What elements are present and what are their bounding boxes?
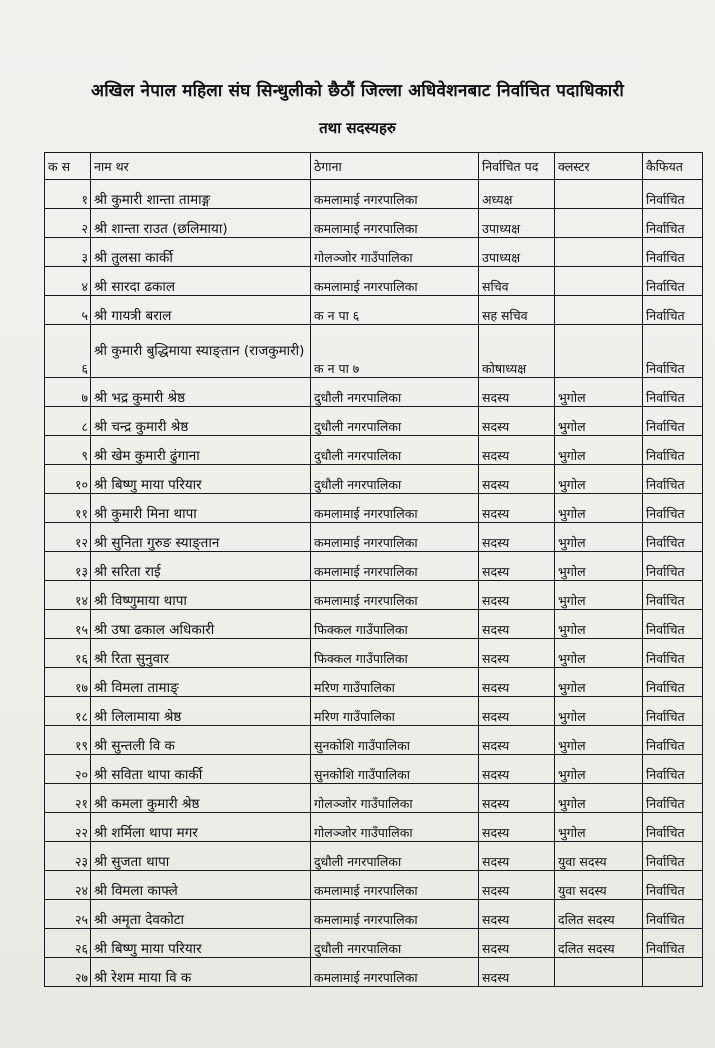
table-row (45, 784, 703, 813)
table-row (45, 325, 703, 378)
post-cell: सदस्य (479, 523, 555, 552)
serial-cell: ७ (45, 378, 91, 407)
address-cell: दुधौली नगरपालिका (311, 929, 479, 958)
address-cell: कमलामाई नगरपालिका (311, 523, 479, 552)
cluster-cell: युवा सदस्य (555, 842, 643, 871)
remark-cell: निर्वाचित (643, 755, 703, 784)
serial-cell: १२ (45, 523, 91, 552)
cluster-cell: भुगोल (555, 581, 643, 610)
remark-cell: निर्वाचित (643, 378, 703, 407)
remark-cell (643, 958, 703, 987)
remark-cell: निर्वाचित (643, 900, 703, 929)
serial-cell: १० (45, 465, 91, 494)
serial-cell: ५ (45, 296, 91, 325)
address-cell: कमलामाई नगरपालिका (311, 494, 479, 523)
address-cell: कमलामाई नगरपालिका (311, 180, 479, 209)
address-cell: मरिण गाउँपालिका (311, 668, 479, 697)
post-cell: सदस्य (479, 581, 555, 610)
name-cell: श्री अमृता देवकोटा (91, 900, 311, 929)
post-cell: सदस्य (479, 552, 555, 581)
name-cell: श्री सुन्तली वि क (91, 726, 311, 755)
cluster-cell: भुगोल (555, 610, 643, 639)
cluster-cell: भुगोल (555, 378, 643, 407)
serial-cell: ११ (45, 494, 91, 523)
cluster-cell: भुगोल (555, 726, 643, 755)
table-row (45, 726, 703, 755)
cluster-cell: भुगोल (555, 523, 643, 552)
name-cell: श्री शर्मिला थापा मगर (91, 813, 311, 842)
serial-cell: २२ (45, 813, 91, 842)
cluster-cell: भुगोल (555, 465, 643, 494)
serial-cell: २५ (45, 900, 91, 929)
header-address: ठेगाना (311, 153, 479, 180)
name-cell: श्री विमला तामाङ् (91, 668, 311, 697)
header-cluster: क्लस्टर (555, 153, 643, 180)
cluster-cell (555, 958, 643, 987)
name-cell: श्री सविता थापा कार्की (91, 755, 311, 784)
remark-cell: निर्वाचित (643, 668, 703, 697)
post-cell: सदस्य (479, 436, 555, 465)
name-cell: श्री कुमारी बुद्धिमाया स्याङ्तान (राजकुमारी) (91, 325, 311, 378)
cluster-cell: भुगोल (555, 494, 643, 523)
cluster-cell: भुगोल (555, 813, 643, 842)
post-cell: सदस्य (479, 726, 555, 755)
remark-cell: निर्वाचित (643, 929, 703, 958)
address-cell: कमलामाई नगरपालिका (311, 900, 479, 929)
address-cell: फिक्कल गाउँपालिका (311, 639, 479, 668)
serial-cell: २६ (45, 929, 91, 958)
address-cell: दुधौली नगरपालिका (311, 436, 479, 465)
serial-cell: १४ (45, 581, 91, 610)
remark-cell: निर्वाचित (643, 813, 703, 842)
table-row (45, 552, 703, 581)
document-subtitle: तथा सदस्यहरु (319, 119, 396, 137)
post-cell: सदस्य (479, 900, 555, 929)
post-cell: सदस्य (479, 639, 555, 668)
name-cell: श्री उषा ढकाल अधिकारी (91, 610, 311, 639)
remark-cell: निर्वाचित (643, 552, 703, 581)
post-cell: सदस्य (479, 697, 555, 726)
post-cell: सदस्य (479, 755, 555, 784)
name-cell: श्री चन्द्र कुमारी श्रेष्ठ (91, 407, 311, 436)
name-cell: श्री रिता सुनुवार (91, 639, 311, 668)
table-row (45, 267, 703, 296)
cluster-cell: दलित सदस्य (555, 900, 643, 929)
remark-cell: निर्वाचित (643, 436, 703, 465)
header-name: नाम थर (91, 153, 311, 180)
address-cell: सुनकोशि गाउँपालिका (311, 726, 479, 755)
address-cell: कमलामाई नगरपालिका (311, 958, 479, 987)
table-header-row (45, 153, 703, 180)
remark-cell: निर्वाचित (643, 296, 703, 325)
name-cell: श्री रेशम माया वि क (91, 958, 311, 987)
serial-cell: १७ (45, 668, 91, 697)
cluster-cell: दलित सदस्य (555, 929, 643, 958)
table-row (45, 697, 703, 726)
name-cell: श्री सुजता थापा (91, 842, 311, 871)
cluster-cell: भुगोल (555, 668, 643, 697)
cluster-cell: भुगोल (555, 697, 643, 726)
cluster-cell (555, 238, 643, 267)
name-cell: श्री कुमारी शान्ता तामाङ्ग (91, 180, 311, 209)
table-row (45, 378, 703, 407)
address-cell: दुधौली नगरपालिका (311, 378, 479, 407)
table-row (45, 958, 703, 987)
serial-cell: १८ (45, 697, 91, 726)
post-cell: सचिव (479, 267, 555, 296)
name-cell: श्री तुलसा कार्की (91, 238, 311, 267)
remark-cell: निर्वाचित (643, 639, 703, 668)
remark-cell: निर्वाचित (643, 726, 703, 755)
serial-cell: १९ (45, 726, 91, 755)
name-cell: श्री गायत्री बराल (91, 296, 311, 325)
cluster-cell: युवा सदस्य (555, 871, 643, 900)
address-cell: गोलञ्जोर गाउँपालिका (311, 784, 479, 813)
serial-cell: ३ (45, 238, 91, 267)
table-row (45, 436, 703, 465)
name-cell: श्री सारदा ढकाल (91, 267, 311, 296)
header-serial: क स (45, 153, 91, 180)
serial-cell: २३ (45, 842, 91, 871)
post-cell: सदस्य (479, 378, 555, 407)
table-row (45, 180, 703, 209)
remark-cell: निर्वाचित (643, 209, 703, 238)
serial-cell: ८ (45, 407, 91, 436)
remark-cell: निर्वाचित (643, 610, 703, 639)
table-row (45, 668, 703, 697)
remark-cell: निर्वाचित (643, 581, 703, 610)
name-cell: श्री कुमारी मिना थापा (91, 494, 311, 523)
remark-cell: निर्वाचित (643, 494, 703, 523)
name-cell: श्री लिलामाया श्रेष्ठ (91, 697, 311, 726)
post-cell: सदस्य (479, 871, 555, 900)
table-row (45, 523, 703, 552)
name-cell: श्री सुनिता गुरुङ स्याङ्तान (91, 523, 311, 552)
serial-cell: २ (45, 209, 91, 238)
name-cell: श्री सरिता राई (91, 552, 311, 581)
name-cell: श्री भद्र कुमारी श्रेष्ठ (91, 378, 311, 407)
table-row (45, 465, 703, 494)
name-cell: श्री बिष्णु माया परियार (91, 929, 311, 958)
remark-cell: निर्वाचित (643, 465, 703, 494)
remark-cell: निर्वाचित (643, 871, 703, 900)
officials-table (44, 152, 703, 987)
post-cell: सदस्य (479, 929, 555, 958)
table-row (45, 813, 703, 842)
address-cell: सुनकोशि गाउँपालिका (311, 755, 479, 784)
cluster-cell: भुगोल (555, 755, 643, 784)
table-row (45, 929, 703, 958)
remark-cell: निर्वाचित (643, 697, 703, 726)
remark-cell: निर्वाचित (643, 325, 703, 378)
post-cell: सदस्य (479, 610, 555, 639)
name-cell: श्री शान्ता राउत (छलिमाया) (91, 209, 311, 238)
table-row (45, 755, 703, 784)
post-cell: सदस्य (479, 494, 555, 523)
document-title: अखिल नेपाल महिला संघ सिन्धुलीको छैठौं जिल्ला अधिवेशनबाट निर्वाचित पदाधिकारी (91, 81, 624, 101)
table-row (45, 209, 703, 238)
remark-cell: निर्वाचित (643, 842, 703, 871)
serial-cell: २१ (45, 784, 91, 813)
address-cell: कमलामाई नगरपालिका (311, 581, 479, 610)
serial-cell: ९ (45, 436, 91, 465)
remark-cell: निर्वाचित (643, 784, 703, 813)
serial-cell: २७ (45, 958, 91, 987)
cluster-cell (555, 180, 643, 209)
remark-cell: निर्वाचित (643, 180, 703, 209)
serial-cell: २४ (45, 871, 91, 900)
address-cell: मरिण गाउँपालिका (311, 697, 479, 726)
table-row (45, 238, 703, 267)
post-cell: सदस्य (479, 958, 555, 987)
name-cell: श्री विष्णुमाया थापा (91, 581, 311, 610)
header-post: निर्वाचित पद (479, 153, 555, 180)
address-cell: कमलामाई नगरपालिका (311, 871, 479, 900)
cluster-cell (555, 267, 643, 296)
cluster-cell (555, 296, 643, 325)
table-row (45, 639, 703, 668)
remark-cell: निर्वाचित (643, 407, 703, 436)
table-row (45, 842, 703, 871)
cluster-cell (555, 325, 643, 378)
cluster-cell: भुगोल (555, 552, 643, 581)
address-cell: क न पा ६ (311, 296, 479, 325)
address-cell: दुधौली नगरपालिका (311, 407, 479, 436)
table-row (45, 296, 703, 325)
post-cell: सदस्य (479, 407, 555, 436)
cluster-cell (555, 209, 643, 238)
post-cell: सदस्य (479, 784, 555, 813)
post-cell: सदस्य (479, 465, 555, 494)
remark-cell: निर्वाचित (643, 267, 703, 296)
post-cell: कोषाध्यक्ष (479, 325, 555, 378)
cluster-cell: भुगोल (555, 407, 643, 436)
serial-cell: १३ (45, 552, 91, 581)
table-row (45, 581, 703, 610)
serial-cell: १६ (45, 639, 91, 668)
name-cell: श्री बिष्णु माया परियार (91, 465, 311, 494)
address-cell: दुधौली नगरपालिका (311, 465, 479, 494)
serial-cell: ४ (45, 267, 91, 296)
address-cell: कमलामाई नगरपालिका (311, 267, 479, 296)
serial-cell: ६ (45, 325, 91, 378)
address-cell: गोलञ्जोर गाउँपालिका (311, 813, 479, 842)
post-cell: सदस्य (479, 813, 555, 842)
address-cell: कमलामाई नगरपालिका (311, 552, 479, 581)
serial-cell: १५ (45, 610, 91, 639)
address-cell: कमलामाई नगरपालिका (311, 209, 479, 238)
address-cell: दुधौली नगरपालिका (311, 842, 479, 871)
table-row (45, 900, 703, 929)
table-row (45, 871, 703, 900)
table-row (45, 407, 703, 436)
table-row (45, 494, 703, 523)
name-cell: श्री विमला काफ्ले (91, 871, 311, 900)
post-cell: सदस्य (479, 842, 555, 871)
serial-cell: १ (45, 180, 91, 209)
name-cell: श्री कमला कुमारी श्रेष्ठ (91, 784, 311, 813)
post-cell: उपाध्यक्ष (479, 209, 555, 238)
address-cell: क न पा ७ (311, 325, 479, 378)
post-cell: सह सचिव (479, 296, 555, 325)
remark-cell: निर्वाचित (643, 523, 703, 552)
address-cell: गोलञ्जोर गाउँपालिका (311, 238, 479, 267)
remark-cell: निर्वाचित (643, 238, 703, 267)
serial-cell: २० (45, 755, 91, 784)
post-cell: अध्यक्ष (479, 180, 555, 209)
cluster-cell: भुगोल (555, 436, 643, 465)
post-cell: उपाध्यक्ष (479, 238, 555, 267)
table-row (45, 610, 703, 639)
address-cell: फिक्कल गाउँपालिका (311, 610, 479, 639)
post-cell: सदस्य (479, 668, 555, 697)
cluster-cell: भुगोल (555, 784, 643, 813)
header-remark: कैफियत (643, 153, 703, 180)
cluster-cell: भुगोल (555, 639, 643, 668)
name-cell: श्री खेम कुमारी ढुंगाना (91, 436, 311, 465)
